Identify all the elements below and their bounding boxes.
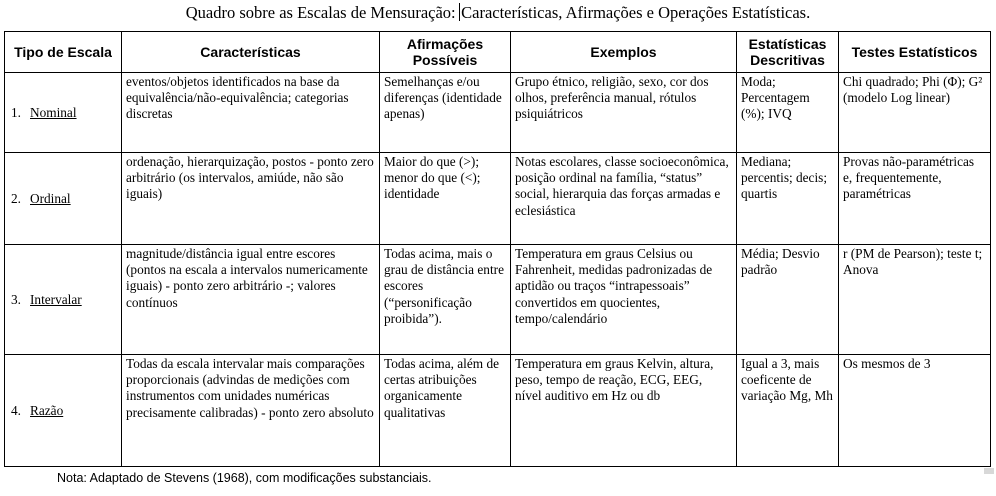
scale-name: Intervalar xyxy=(30,291,82,307)
table-row xyxy=(5,355,991,467)
row-number: 1. xyxy=(11,104,21,120)
scales-table xyxy=(4,31,991,467)
header-descritivas: Estatísticas Descritivas xyxy=(737,32,839,73)
cell-afirmacoes: Todas acima, mais o grau de distância entre escores (“personificação proibida”). xyxy=(380,245,511,355)
header-tipo: Tipo de Escala xyxy=(5,32,122,73)
cell-testes: Provas não-paramétricas e, frequentemente, paramétricas xyxy=(839,153,991,245)
cell-testes: Os mesmos de 3 xyxy=(839,355,991,467)
cell-caracteristicas: ordenação, hierarquização, postos - ponto zero arbitrário (os intervalos, amiúde, não são iguais) xyxy=(122,153,380,245)
table-row xyxy=(5,153,991,245)
cell-exemplos: Grupo étnico, religião, sexo, cor dos olhos, preferência manual, rótulos psiquiátricos xyxy=(511,73,737,153)
row-number: 2. xyxy=(11,190,21,206)
cell-exemplos: Temperatura em graus Kelvin, altura, peso, tempo de reação, ECG, EEG, nível auditivo em Hz ou db xyxy=(511,355,737,467)
scrollbar-fragment[interactable] xyxy=(984,468,994,474)
cell-descritivas: Média; Desvio padrão xyxy=(737,245,839,355)
cell-afirmacoes: Todas acima, além de certas atribuições organicamente qualitativas xyxy=(380,355,511,467)
cell-testes: r (PM de Pearson); teste t; Anova xyxy=(839,245,991,355)
text-cursor xyxy=(459,3,461,21)
cell-caracteristicas: Todas da escala intervalar mais comparações proporcionais (advindas de medições com instrumentos com unidades numéricas precisamente calibradas) - ponto zero absoluto xyxy=(122,355,380,467)
scale-name: Razão xyxy=(30,402,64,418)
cell-tipo xyxy=(5,153,122,245)
header-row xyxy=(5,32,991,73)
cell-exemplos: Notas escolares, classe socioeconômica, posição ordinal na família, “status” social, hierarquia das forças armadas e eclesiástica xyxy=(511,153,737,245)
header-afirmacoes: Afirmações Possíveis xyxy=(380,32,511,73)
cell-exemplos: Temperatura em graus Celsius ou Fahrenheit, medidas padronizadas de aptidão ou traços “intrapessoais” convertidos em quocientes, tempo/calendário xyxy=(511,245,737,355)
scale-name: Ordinal xyxy=(30,190,71,206)
cell-descritivas: Igual a 3, mais coeficente de variação Mg, Mh xyxy=(737,355,839,467)
scale-name: Nominal xyxy=(30,104,77,120)
cell-afirmacoes: Semelhanças e/ou diferenças (identidade apenas) xyxy=(380,73,511,153)
table-note: Nota: Adaptado de Stevens (1968), com modificações substanciais. xyxy=(57,471,432,485)
cell-descritivas: Moda; Percentagem (%); IVQ xyxy=(737,73,839,153)
cell-caracteristicas: eventos/objetos identificados na base da equivalência/não-equivalência; categorias discretas xyxy=(122,73,380,153)
cell-tipo xyxy=(5,245,122,355)
table-row xyxy=(5,245,991,355)
title-part-2: Características, Afirmações e Operações Estatísticas. xyxy=(461,3,811,22)
header-exemplos: Exemplos xyxy=(511,32,737,73)
title-part-1: Quadro sobre as Escalas de Mensuração: xyxy=(185,3,456,22)
document-title xyxy=(0,2,996,24)
header-testes: Testes Estatísticos xyxy=(839,32,991,73)
cell-tipo xyxy=(5,73,122,153)
cell-testes: Chi quadrado; Phi (Φ); G² (modelo Log linear) xyxy=(839,73,991,153)
row-number: 4. xyxy=(11,402,21,418)
cell-caracteristicas: magnitude/distância igual entre escores (pontos na escala a intervalos numericamente iguais) - ponto zero arbitrário -; valores contínuos xyxy=(122,245,380,355)
cell-tipo xyxy=(5,355,122,467)
cell-descritivas: Mediana; percentis; decis; quartis xyxy=(737,153,839,245)
cell-afirmacoes: Maior do que (>); menor do que (<); identidade xyxy=(380,153,511,245)
row-number: 3. xyxy=(11,291,21,307)
table-row xyxy=(5,73,991,153)
header-caracteristicas: Características xyxy=(122,32,380,73)
